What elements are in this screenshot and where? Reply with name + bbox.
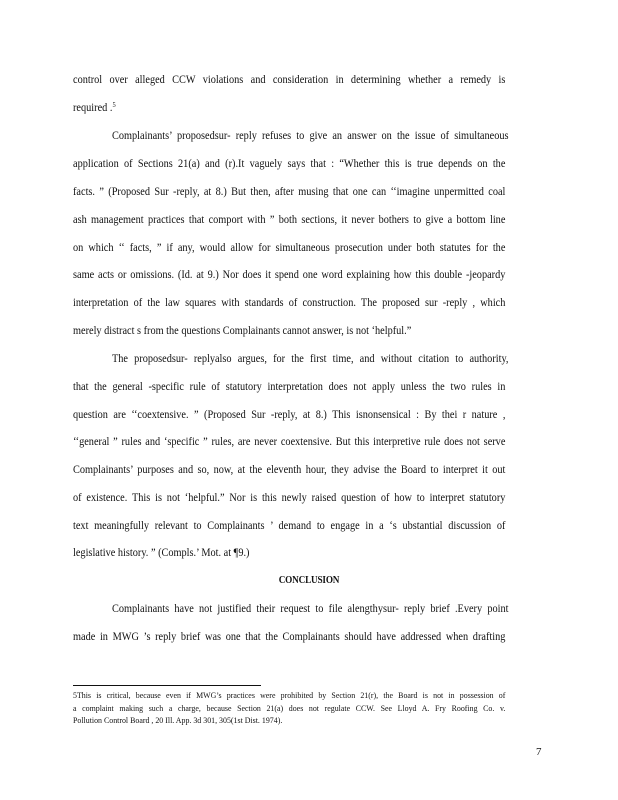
footnote-line: 5This is critical, because even if MWG’s practices were prohibited by Section 21(r), the Board is not in possession of [73,690,506,700]
body-line: merely distract s from the questions Complainants cannot answer, is not ‘helpful.” [73,325,412,337]
body-line: same acts or omissions. (Id. at 9.) Nor does it spend one word explaining how this double -jeopardy [73,269,506,281]
body-line: Complainants’ purposes and so, now, at the eleventh hour, they advise the Board to interpret it out [73,464,506,476]
footnote-line: a complaint making such a charge, because Section 21(a) does not regulate CCW. See Lloyd A. Fry Roofing Co. v. [73,703,506,713]
body-line: Complainants have not justified their request to file alengthysur- reply brief .Every point [112,603,509,615]
body-line: ‘‘general ” rules and ‘specific ” rules, are never coextensive. But this interpretive rule does not serve [73,436,506,448]
footnote-reference: 5 [112,101,116,109]
section-heading: CONCLUSION [278,575,340,586]
body-line: control over alleged CCW violations and consideration in determining whether a remedy is [73,74,506,86]
body-line: The proposedsur- replyalso argues, for the first time, and without citation to authority, [112,353,509,365]
body-line: ash management practices that comport with ” both sections, it never bothers to give a bottom line [73,214,506,226]
body-line: on which ‘‘ facts, ” if any, would allow for simultaneous prosecution under both statutes for the [73,242,506,254]
body-line: interpretation of the law squares with standards of construction. The proposed sur -reply , which [73,297,506,309]
footnote-divider [73,685,261,686]
body-line: Complainants’ proposedsur- reply refuses to give an answer on the issue of simultaneous [112,130,509,142]
body-line: text meaningfully relevant to Complainants ’ demand to engage in a ‘s ubstantial discussion of [73,520,506,532]
body-line: facts. ” (Proposed Sur -reply, at 8.) But then, after musing that one can ‘‘imagine unpermitted coal [73,186,506,198]
body-line: application of Sections 21(a) and (r).It vaguely says that : “Whether this is true depends on the [73,158,506,170]
footnote-line: Pollution Control Board , 20 Ill. App. 3d 301, 305(1st Dist. 1974). [73,715,283,725]
body-line: question are ‘‘coextensive. ” (Proposed Sur -reply, at 8.) This isnonsensical : By thei r nature , [73,409,506,421]
page-number: 7 [536,746,542,758]
body-line: legislative history. ” (Compls.’ Mot. at ¶9.) [73,547,250,559]
body-line: that the general -specific rule of statutory interpretation does not apply unless the two rules in [73,381,506,393]
body-line: made in MWG ’s reply brief was one that the Complainants should have addressed when drafting [73,631,506,643]
body-line: required .$^5$ [73,101,116,114]
body-line: of existence. This is not ‘helpful.” Nor is this newly raised question of how to interpret statutory [73,492,506,504]
